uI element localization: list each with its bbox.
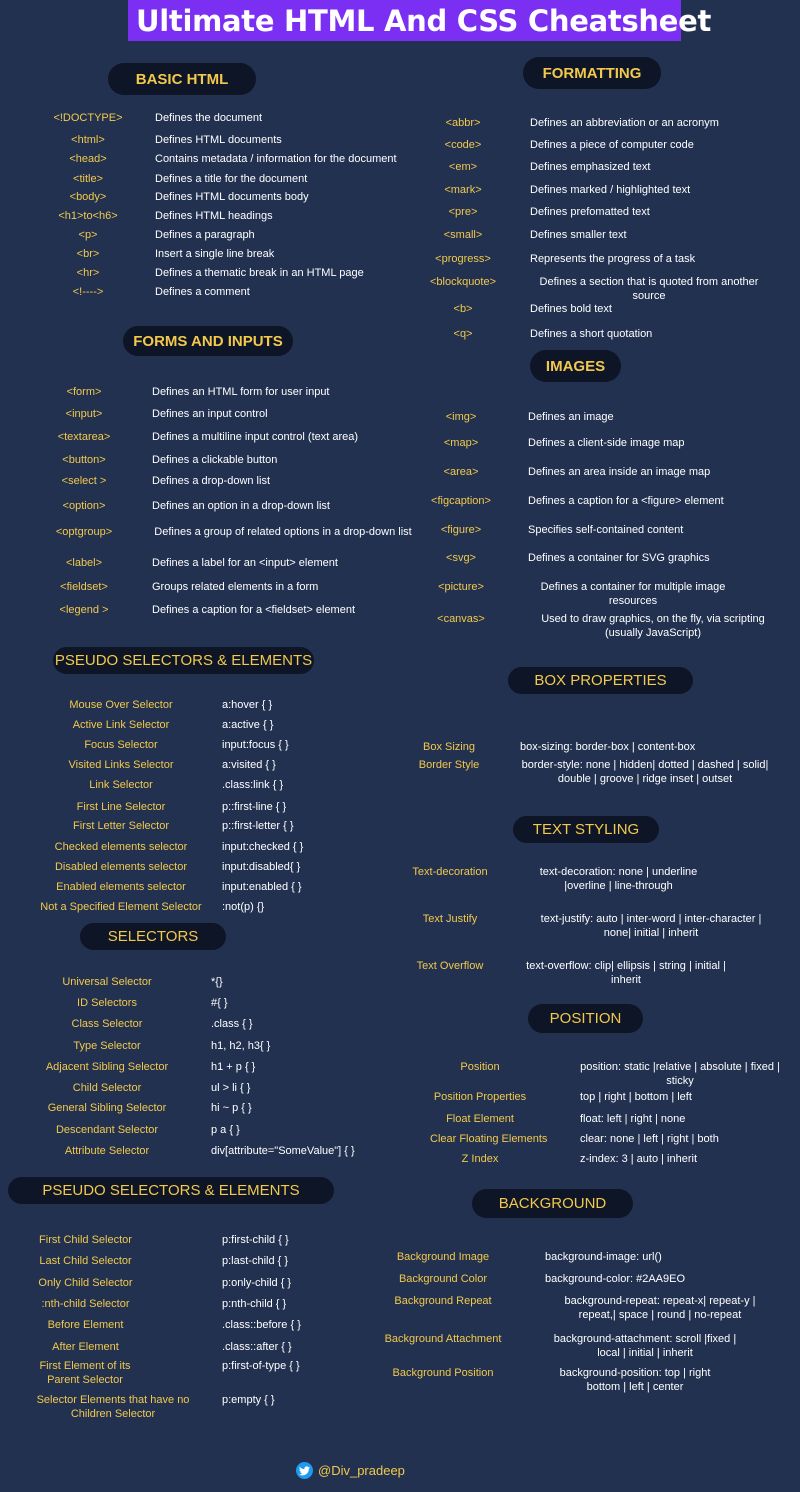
text_styling-label: Text Justify xyxy=(422,913,478,925)
selectors-label: Attribute Selector xyxy=(64,1145,150,1157)
forms-value: Defines a caption for a <fieldset> element xyxy=(152,604,356,616)
forms-value: Groups related elements in a form xyxy=(152,581,319,593)
position-heading: POSITION xyxy=(528,1004,643,1033)
pseudo2-value: p:first-of-type { } xyxy=(222,1360,300,1372)
forms-value: Defines a drop-down list xyxy=(152,475,271,487)
background-value: background-color: #2AA9EO xyxy=(545,1273,686,1285)
images-value: Used to draw graphics, on the fly, via scripting (usually JavaScript) xyxy=(541,613,765,639)
forms-value: Defines a group of related options in a drop-down list xyxy=(154,526,412,538)
pseudo2-value: p:last-child { } xyxy=(222,1255,289,1267)
pseudo1-label: Disabled elements selector xyxy=(54,861,188,873)
images-value: Defines a container for multiple image resources xyxy=(540,581,726,607)
pseudo1-label: Mouse Over Selector xyxy=(69,699,173,711)
forms-label: <option> xyxy=(62,500,106,512)
pseudo2-label: :nth-child Selector xyxy=(41,1298,130,1310)
background-label: Background Repeat xyxy=(394,1295,492,1307)
pseudo1-label: Link Selector xyxy=(89,779,153,791)
images-label: <figcaption> xyxy=(431,495,491,507)
position-value: clear: none | left | right | both xyxy=(580,1133,719,1145)
formatting-label: <small> xyxy=(443,229,483,241)
background-label: Background Color xyxy=(398,1273,488,1285)
basic_html-label: <head> xyxy=(69,153,107,165)
pseudo1-value: input:disabled{ } xyxy=(222,861,301,873)
forms-label: <form> xyxy=(66,386,102,398)
pseudo2-label: Last Child Selector xyxy=(39,1255,132,1267)
images-value: Defines a caption for a <figure> element xyxy=(528,495,724,507)
background-value: background-position: top | right bottom | left | center xyxy=(559,1367,711,1393)
selectors-value: *{} xyxy=(211,976,223,988)
pseudo1-heading: PSEUDO SELECTORS & ELEMENTS xyxy=(53,647,314,674)
forms-label: <input> xyxy=(65,408,103,420)
formatting-value: Represents the progress of a task xyxy=(530,253,696,265)
pseudo1-label: First Line Selector xyxy=(76,801,166,813)
images-value: Specifies self-contained content xyxy=(528,524,684,536)
pseudo2-label: Only Child Selector xyxy=(38,1277,133,1289)
forms-value: Defines a clickable button xyxy=(152,454,278,466)
background-label: Background Position xyxy=(392,1367,494,1379)
basic_html-label: <h1>to<h6> xyxy=(58,210,118,222)
forms-value: Defines an HTML form for user input xyxy=(152,386,330,398)
forms-heading: FORMS AND INPUTS xyxy=(123,326,293,356)
text_styling-heading: TEXT STYLING xyxy=(513,816,659,843)
selectors-value: div[attribute="SomeValue"] { } xyxy=(211,1145,355,1157)
box-value: box-sizing: border-box | content-box xyxy=(520,741,696,753)
formatting-value: Defines smaller text xyxy=(530,229,627,241)
basic_html-label: <!----> xyxy=(72,286,104,298)
pseudo2-label: Selector Elements that have no Children Selector xyxy=(36,1394,190,1420)
images-label: <picture> xyxy=(438,581,484,593)
forms-value: Defines a multiline input control (text area) xyxy=(152,431,359,443)
forms-value: Defines an input control xyxy=(152,408,268,420)
images-label: <canvas> xyxy=(437,613,485,625)
forms-label: <fieldset> xyxy=(60,581,108,593)
forms-label: <optgroup> xyxy=(55,526,113,538)
basic_html-label: <p> xyxy=(78,229,98,241)
basic_html-value: Defines a paragraph xyxy=(155,229,255,241)
pseudo1-value: a:hover { } xyxy=(222,699,273,711)
selectors-heading: SELECTORS xyxy=(80,923,226,950)
formatting-value: Defines marked / highlighted text xyxy=(530,184,691,196)
forms-value: Defines a label for an <input> element xyxy=(152,557,338,569)
formatting-label: <blockquote> xyxy=(429,276,497,288)
formatting-value: Defines bold text xyxy=(530,303,612,315)
selectors-label: ID Selectors xyxy=(77,997,137,1009)
forms-label: <legend > xyxy=(59,604,109,616)
background-label: Background Attachment xyxy=(384,1333,502,1345)
pseudo1-label: First Letter Selector xyxy=(73,820,169,832)
formatting-label: <progress> xyxy=(435,253,491,265)
position-label: Z Index xyxy=(461,1153,499,1165)
author-handle[interactable]: @Div_pradeep xyxy=(318,1463,405,1478)
basic_html-value: Defines HTML headings xyxy=(155,210,273,222)
images-value: Defines an image xyxy=(528,411,614,423)
pseudo1-label: Focus Selector xyxy=(84,739,158,751)
pseudo1-value: .class:link { } xyxy=(222,779,284,791)
basic_html-heading: BASIC HTML xyxy=(108,63,256,95)
position-value: top | right | bottom | left xyxy=(580,1091,692,1103)
selectors-label: Adjacent Sibling Selector xyxy=(45,1061,169,1073)
position-value: z-index: 3 | auto | inherit xyxy=(580,1153,697,1165)
basic_html-value: Insert a single line break xyxy=(155,248,275,260)
basic_html-label: <body> xyxy=(69,191,107,203)
selectors-value: h1 + p { } xyxy=(211,1061,256,1073)
formatting-value: Defines a piece of computer code xyxy=(530,139,694,151)
formatting-label: <q> xyxy=(453,328,473,340)
pseudo1-value: input:enabled { } xyxy=(222,881,302,893)
pseudo1-value: p::first-letter { } xyxy=(222,820,294,832)
box-heading: BOX PROPERTIES xyxy=(508,667,693,694)
pseudo2-value: .class::before { } xyxy=(222,1319,301,1331)
forms-label: <label> xyxy=(65,557,103,569)
selectors-value: hi ~ p { } xyxy=(211,1102,252,1114)
basic_html-value: Contains metadata / information for the document xyxy=(155,153,397,165)
images-label: <area> xyxy=(443,466,479,478)
box-label: Border Style xyxy=(418,759,480,771)
pseudo1-value: input:checked { } xyxy=(222,841,304,853)
images-label: <map> xyxy=(443,437,479,449)
formatting-label: <code> xyxy=(444,139,482,151)
pseudo2-label: First Element of its Parent Selector xyxy=(39,1360,131,1386)
selectors-value: p a { } xyxy=(211,1124,240,1136)
page-title: Ultimate HTML And CSS Cheatsheet xyxy=(136,4,712,38)
basic_html-value: Defines a title for the document xyxy=(155,173,308,185)
box-value: border-style: none | hidden| dotted | dashed | solid| double | groove | ridge inset | outset xyxy=(521,759,769,785)
images-value: Defines a container for SVG graphics xyxy=(528,552,710,564)
pseudo1-value: p::first-line { } xyxy=(222,801,287,813)
formatting-label: <pre> xyxy=(448,206,478,218)
formatting-heading: FORMATTING xyxy=(523,57,661,89)
pseudo1-label: Not a Specified Element Selector xyxy=(40,901,202,913)
pseudo2-label: Before Element xyxy=(47,1319,124,1331)
position-value: float: left | right | none xyxy=(580,1113,686,1125)
selectors-value: #{ } xyxy=(211,997,228,1009)
title-banner xyxy=(128,0,712,41)
pseudo1-label: Enabled elements selector xyxy=(56,881,186,893)
text_styling-value: text-overflow: clip| ellipsis | string | initial | inherit xyxy=(526,960,726,986)
position-label: Float Element xyxy=(446,1113,514,1125)
twitter-bird-icon xyxy=(296,1462,313,1479)
background-value: background-repeat: repeat-x| repeat-y | repeat,| space | round | no-repeat xyxy=(564,1295,756,1321)
basic_html-label: <!DOCTYPE> xyxy=(53,112,123,124)
selectors-label: Class Selector xyxy=(71,1018,143,1030)
footer xyxy=(296,1462,405,1479)
text_styling-label: Text-decoration xyxy=(412,866,488,878)
formatting-value: Defines prefomatted text xyxy=(530,206,650,218)
formatting-value: Defines a short quotation xyxy=(530,328,653,340)
background-heading: BACKGROUND xyxy=(472,1189,633,1218)
position-value: position: static |relative | absolute | fixed | sticky xyxy=(580,1061,780,1087)
text_styling-label: Text Overflow xyxy=(416,960,484,972)
pseudo1-label: Checked elements selector xyxy=(54,841,188,853)
pseudo1-value: a:active { } xyxy=(222,719,274,731)
formatting-value: Defines an abbreviation or an acronym xyxy=(530,117,719,129)
pseudo2-value: .class::after { } xyxy=(222,1341,292,1353)
text_styling-value: text-justify: auto | inter-word | inter-character | none| initial | inherit xyxy=(540,913,762,939)
basic_html-label: <title> xyxy=(73,173,103,185)
forms-label: <select > xyxy=(61,475,107,487)
pseudo1-label: Visited Links Selector xyxy=(68,759,174,771)
forms-label: <button> xyxy=(62,454,106,466)
background-value: background-attachment: scroll |fixed | local | initial | inherit xyxy=(553,1333,737,1359)
formatting-value: Defines emphasized text xyxy=(530,161,651,173)
basic_html-label: <hr> xyxy=(76,267,100,279)
pseudo2-label: First Child Selector xyxy=(39,1234,132,1246)
pseudo1-value: a:visited { } xyxy=(222,759,276,771)
text_styling-value: text-decoration: none | underline |overline | line-through xyxy=(539,866,698,892)
box-label: Box Sizing xyxy=(423,741,475,753)
pseudo1-label: Active Link Selector xyxy=(72,719,170,731)
forms-label: <textarea> xyxy=(57,431,111,443)
background-value: background-image: url() xyxy=(545,1251,662,1263)
images-value: Defines a client-side image map xyxy=(528,437,685,449)
formatting-label: <b> xyxy=(453,303,473,315)
pseudo2-heading: PSEUDO SELECTORS & ELEMENTS xyxy=(8,1177,334,1204)
pseudo1-value: input:focus { } xyxy=(222,739,289,751)
selectors-label: Child Selector xyxy=(72,1082,142,1094)
images-heading: IMAGES xyxy=(530,350,621,382)
images-value: Defines an area inside an image map xyxy=(528,466,711,478)
selectors-value: .class { } xyxy=(211,1018,253,1030)
formatting-value: Defines a section that is quoted from another source xyxy=(539,276,759,302)
position-label: Clear Floating Elements xyxy=(430,1133,548,1145)
position-label: Position Properties xyxy=(433,1091,527,1103)
pseudo1-value: :not(p) {} xyxy=(222,901,265,913)
pseudo2-value: p:empty { } xyxy=(222,1394,275,1406)
formatting-label: <abbr> xyxy=(445,117,481,129)
basic_html-value: Defines a comment xyxy=(155,286,250,298)
formatting-label: <mark> xyxy=(444,184,482,196)
basic_html-value: Defines HTML documents body xyxy=(155,191,309,203)
pseudo2-value: p:only-child { } xyxy=(222,1277,292,1289)
basic_html-value: Defines the document xyxy=(155,112,263,124)
pseudo2-value: p:first-child { } xyxy=(222,1234,289,1246)
selectors-label: Descendant Selector xyxy=(55,1124,159,1136)
pseudo2-label: After Element xyxy=(52,1341,119,1353)
selectors-label: Universal Selector xyxy=(62,976,152,988)
selectors-value: h1, h2, h3{ } xyxy=(211,1040,271,1052)
images-label: <svg> xyxy=(446,552,476,564)
images-label: <img> xyxy=(445,411,477,423)
selectors-label: General Sibling Selector xyxy=(47,1102,167,1114)
position-label: Position xyxy=(460,1061,500,1073)
selectors-value: ul > li { } xyxy=(211,1082,251,1094)
basic_html-value: Defines a thematic break in an HTML page xyxy=(155,267,364,279)
pseudo2-value: p:nth-child { } xyxy=(222,1298,287,1310)
background-label: Background Image xyxy=(396,1251,490,1263)
forms-value: Defines an option in a drop-down list xyxy=(152,500,330,512)
selectors-label: Type Selector xyxy=(73,1040,141,1052)
basic_html-value: Defines HTML documents xyxy=(155,134,282,146)
basic_html-label: <br> xyxy=(76,248,100,260)
basic_html-label: <html> xyxy=(71,134,105,146)
formatting-label: <em> xyxy=(448,161,478,173)
images-label: <figure> xyxy=(440,524,482,536)
